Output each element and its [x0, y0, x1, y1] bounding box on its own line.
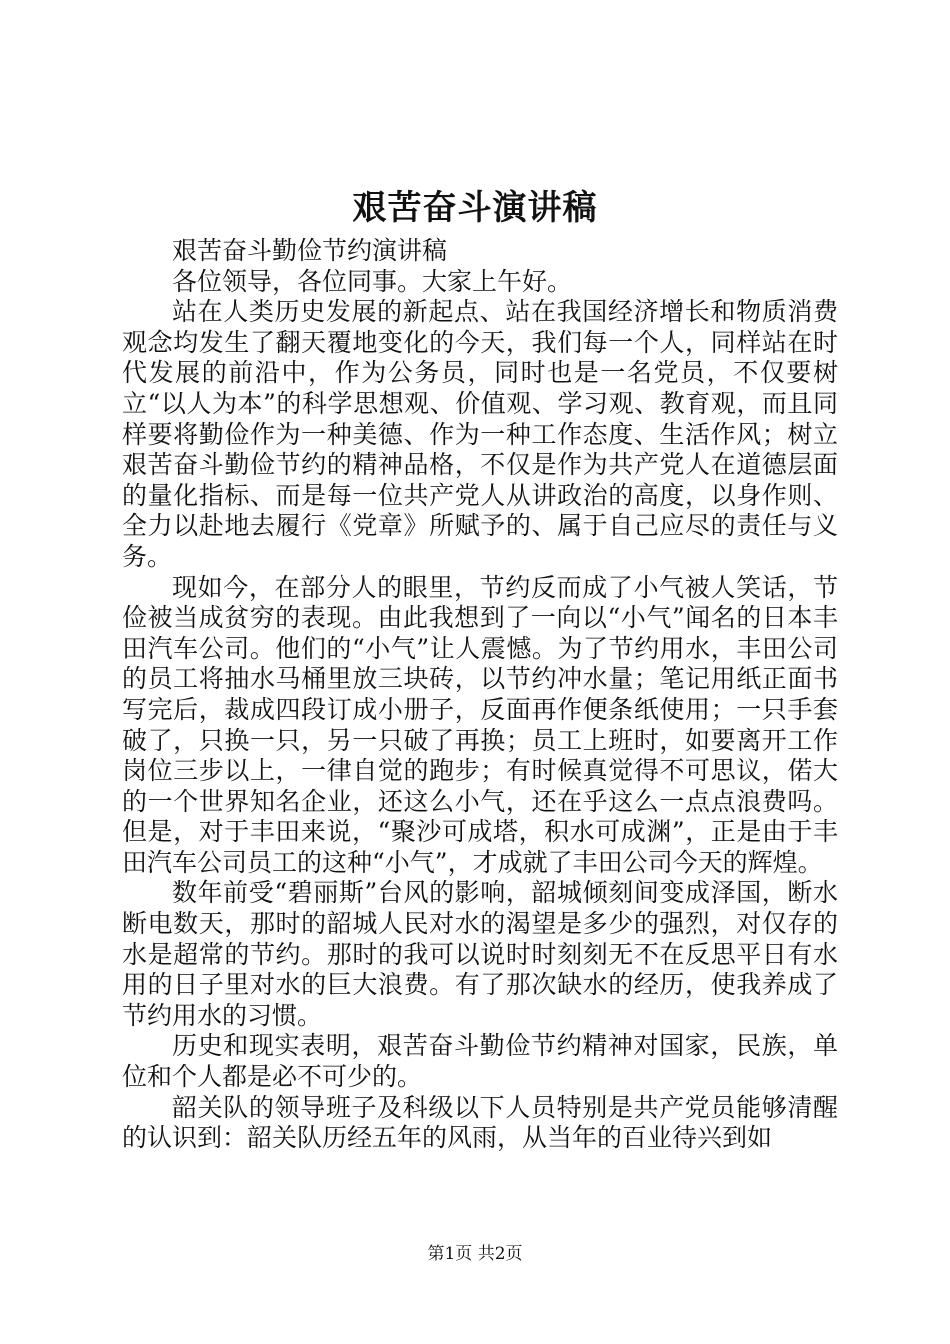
- paragraph-greeting: 各位领导，各位同事。大家上午好。: [172, 266, 573, 296]
- paragraph: 数年前受“碧丽斯”台风的影响，韶城倾刻间变成泽国，断水断电数天，那时的韶城人民对水的渴望是多少的强烈，对仅存的水是超常的节约。那时的我可以说时时刻刻无不在反思平日有水用的日子里对水的巨大浪费。有了那次缺水的经历，使我养成了节约用水的习惯。: [122, 878, 838, 1030]
- paragraph: 韶关队的领导班子及科级以下人员特别是共产党员能够清醒的认识到：韶关队历经五年的风雨，从当年的百业待兴到如: [122, 1092, 838, 1153]
- document-title: 艰苦奋斗演讲稿: [352, 188, 598, 228]
- paragraph: 历史和现实表明，艰苦奋斗勤俭节约精神对国家，民族，单位和个人都是必不可少的。: [122, 1031, 838, 1092]
- paragraph: 站在人类历史发展的新起点、站在我国经济增长和物质消费观念均发生了翻天覆地变化的今天，我们每一个人，同样站在时代发展的前沿中，作为公务员，同时也是一名党员，不仅要树立“以人为本”的科学思想观、价值观、学习观、教育观，而且同样要将勤俭作为一种美德、作为一种工作态度、生活作风；树立艰苦奋斗勤俭节约的精神品格，不仅是作为共产党人在道德层面的量化指标、而是每一位共产党人从讲政治的高度，以身作则、全力以赴地去履行《党章》所赋予的、属于自己应尽的责任与义务。: [122, 297, 838, 571]
- document-body: [122, 236, 838, 1154]
- paragraph-subtitle: 艰苦奋斗勤俭节约演讲稿: [172, 236, 448, 265]
- page-number-footer: 第1页 共2页: [427, 1244, 523, 1264]
- paragraph: 现如今，在部分人的眼里，节约反而成了小气被人笑话，节俭被当成贫穷的表现。由此我想到了一向以“小气”闻名的日本丰田汽车公司。他们的“小气”让人震憾。为了节约用水，丰田公司的员工将抽水马桶里放三块砖，以节约冲水量；笔记用纸正面书写完后，裁成四段订成小册子，反面再作便条纸使用；一只手套破了，只换一只，另一只破了再换；员工上班时，如要离开工作岗位三步以上，一律自觉的跑步；有时候真觉得不可思议，偌大的一个世界知名企业，还这么小气，还在乎这么一点点浪费吗。但是，对于丰田来说，“聚沙可成塔，积水可成渊”，正是由于丰田汽车公司员工的这种“小气”，才成就了丰田公司今天的辉煌。: [122, 572, 838, 877]
